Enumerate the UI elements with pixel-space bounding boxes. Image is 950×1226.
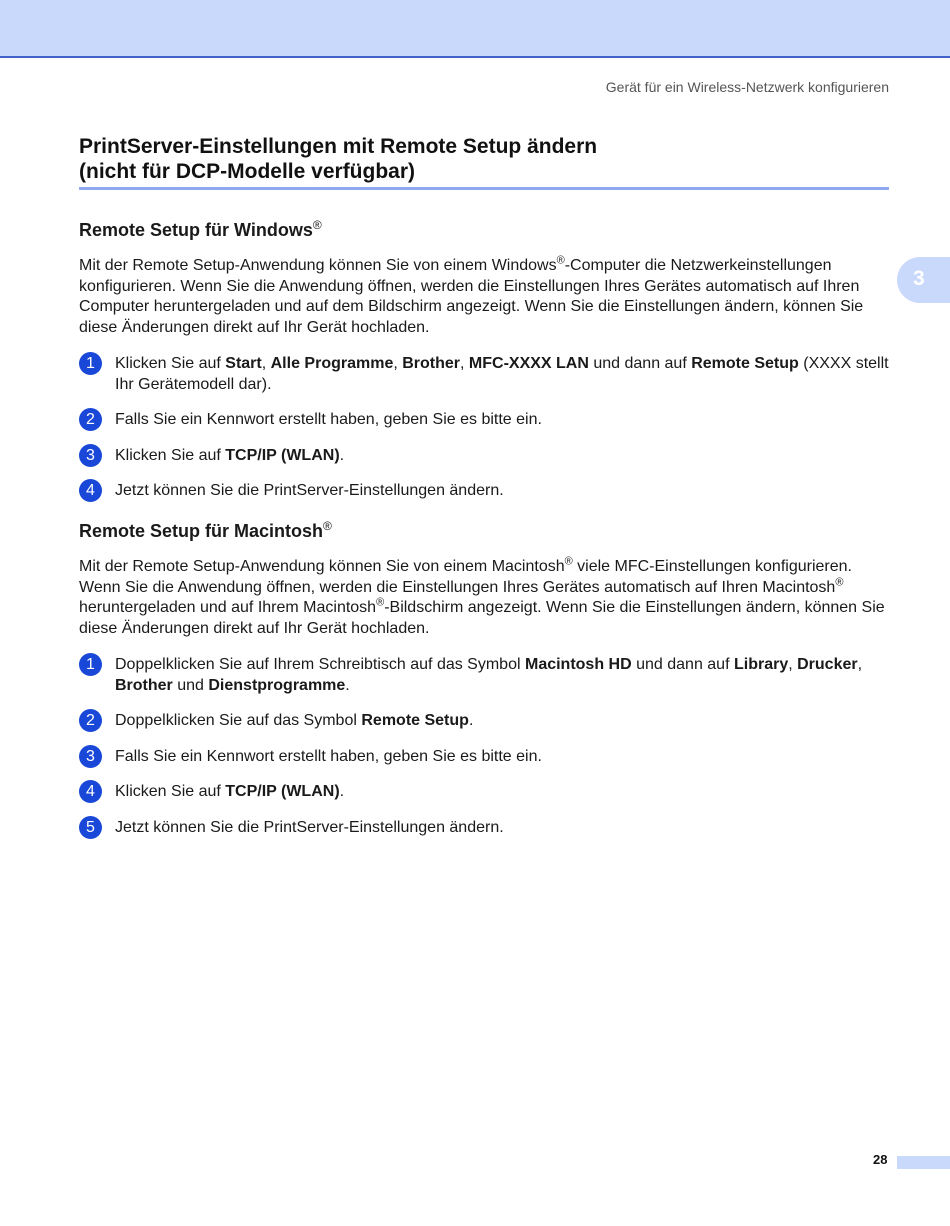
text-run: . [339, 446, 345, 464]
step-text [115, 481, 891, 502]
text-run: -Computer die Netzwerkeinstellungen konfigurieren. Wenn Sie die Anwendung öffnen, werden die Einstellungen Ihres Gerätes automatisch auf Ihren Computer heruntergeladen und auf dem Bildschirm angezeigt. Wenn Sie die Einstellungen ändern, können Sie diese Änderungen direkt auf Ihr Gerät hochladen. [79, 257, 864, 336]
macintosh-section-heading: Remote Setup für Macintosh® [79, 519, 332, 541]
step-text [115, 655, 891, 696]
bold-term: MFC-XXXX LAN [468, 355, 589, 372]
text-run: Klicken Sie auf [115, 783, 226, 800]
bold-term: Start [225, 355, 262, 372]
page-title [79, 134, 889, 184]
registered-mark: ® [323, 519, 332, 533]
step-number-badge: 1 [79, 653, 102, 676]
text-run: . [468, 712, 474, 729]
step-item [79, 354, 891, 395]
step-number-badge: 5 [79, 816, 102, 839]
text-run: Klicken Sie auf [115, 446, 226, 464]
bold-term: Macintosh HD [524, 656, 632, 673]
step-text [115, 410, 891, 431]
bold-term: Remote Setup [691, 355, 799, 372]
step-number-badge: 2 [79, 408, 102, 431]
registered-mark: ® [376, 596, 385, 609]
step-item [79, 711, 891, 732]
step-text [115, 747, 891, 768]
page-number: 28 [873, 1152, 888, 1167]
step-item [79, 818, 891, 839]
bold-term: Alle Programme [270, 355, 394, 372]
windows-section [79, 214, 891, 517]
windows-steps-list [79, 354, 891, 502]
bold-term: Dienstprogramme [208, 676, 346, 694]
text-run: viele MFC-Einstellungen konfigurieren. Wenn Sie die Anwendung öffnen, werden die Einstellungen Ihres Gerätes automatisch auf Ihren Macintosh [79, 558, 852, 596]
step-text [115, 711, 891, 732]
text-run: heruntergeladen und auf Ihrem Macintosh [79, 599, 377, 616]
title-underline [79, 187, 889, 190]
text-run: Mit der Remote Setup-Anwendung können Sie von einem Windows [79, 257, 557, 274]
step-text [115, 354, 891, 395]
bold-term: Brother [115, 676, 173, 694]
step-text [115, 446, 891, 467]
step-item [79, 782, 891, 803]
bold-term: Brother [402, 355, 461, 372]
step-item [79, 747, 891, 768]
macintosh-steps-list [79, 655, 891, 838]
registered-mark: ® [556, 254, 565, 267]
text-run: Jetzt können Sie die PrintServer-Einstellungen ändern. [115, 482, 504, 499]
macintosh-section [79, 515, 891, 853]
registered-mark: ® [564, 555, 573, 568]
text-run: Doppelklicken Sie auf Ihrem Schreibtisch auf das Symbol [115, 656, 525, 673]
step-number-badge: 1 [79, 352, 102, 375]
text-run: und [172, 676, 209, 694]
text-run: . [345, 676, 350, 694]
registered-mark: ® [835, 576, 844, 589]
windows-intro-paragraph [79, 256, 891, 338]
step-text [115, 782, 891, 803]
step-number-badge: 3 [79, 444, 102, 467]
footer-band [897, 1156, 950, 1169]
bold-term: TCP/IP (WLAN) [225, 783, 340, 800]
step-item [79, 655, 891, 696]
page-title-line1: PrintServer-Einstellungen mit Remote Setup ändern [79, 135, 598, 158]
text-run: und dann auf [588, 355, 692, 372]
text-run: , [788, 656, 798, 673]
step-text [115, 818, 891, 839]
bold-term: Library [733, 656, 789, 673]
top-header-band [0, 0, 950, 58]
step-item [79, 410, 891, 431]
step-number-badge: 4 [79, 479, 102, 502]
text-run: . [339, 783, 345, 800]
text-run: Falls Sie ein Kennwort erstellt haben, geben Sie es bitte ein. [115, 747, 542, 765]
text-run: Jetzt können Sie die PrintServer-Einstellungen ändern. [115, 818, 504, 836]
chapter-tab [897, 257, 950, 303]
step-number-badge: 2 [79, 709, 102, 732]
running-header: Gerät für ein Wireless-Netzwerk konfigurieren [605, 79, 889, 95]
step-item [79, 446, 891, 467]
bold-term: Drucker [797, 656, 858, 673]
step-item [79, 481, 891, 502]
text-run: Falls Sie ein Kennwort erstellt haben, geben Sie es bitte ein. [115, 411, 542, 428]
step-number-badge: 4 [79, 780, 102, 803]
step-number-badge: 3 [79, 745, 102, 768]
windows-section-heading: Remote Setup für Windows® [79, 218, 322, 240]
text-run: , [460, 355, 469, 372]
text-run: , [393, 355, 403, 372]
text-run: Klicken Sie auf [115, 355, 226, 372]
text-run: , [261, 355, 271, 372]
chapter-number: 3 [913, 267, 925, 290]
text-run: , [857, 656, 863, 673]
bold-term: TCP/IP (WLAN) [225, 446, 340, 464]
text-run: Mit der Remote Setup-Anwendung können Sie von einem Macintosh [79, 558, 565, 575]
bold-term: Remote Setup [361, 712, 469, 729]
macintosh-intro-paragraph [79, 557, 891, 639]
registered-mark: ® [312, 218, 322, 232]
text-run: und dann auf [631, 656, 734, 673]
text-run: (XXXX stellt Ihr Gerätemodell dar). [115, 355, 889, 393]
text-run: Doppelklicken Sie auf das Symbol [115, 712, 362, 729]
page-title-line2: (nicht für DCP-Modelle verfügbar) [79, 160, 416, 183]
text-run: -Bildschirm angezeigt. Wenn Sie die Einstellungen ändern, können Sie diese Änderungen direkt auf Ihr Gerät hochladen. [79, 599, 885, 637]
